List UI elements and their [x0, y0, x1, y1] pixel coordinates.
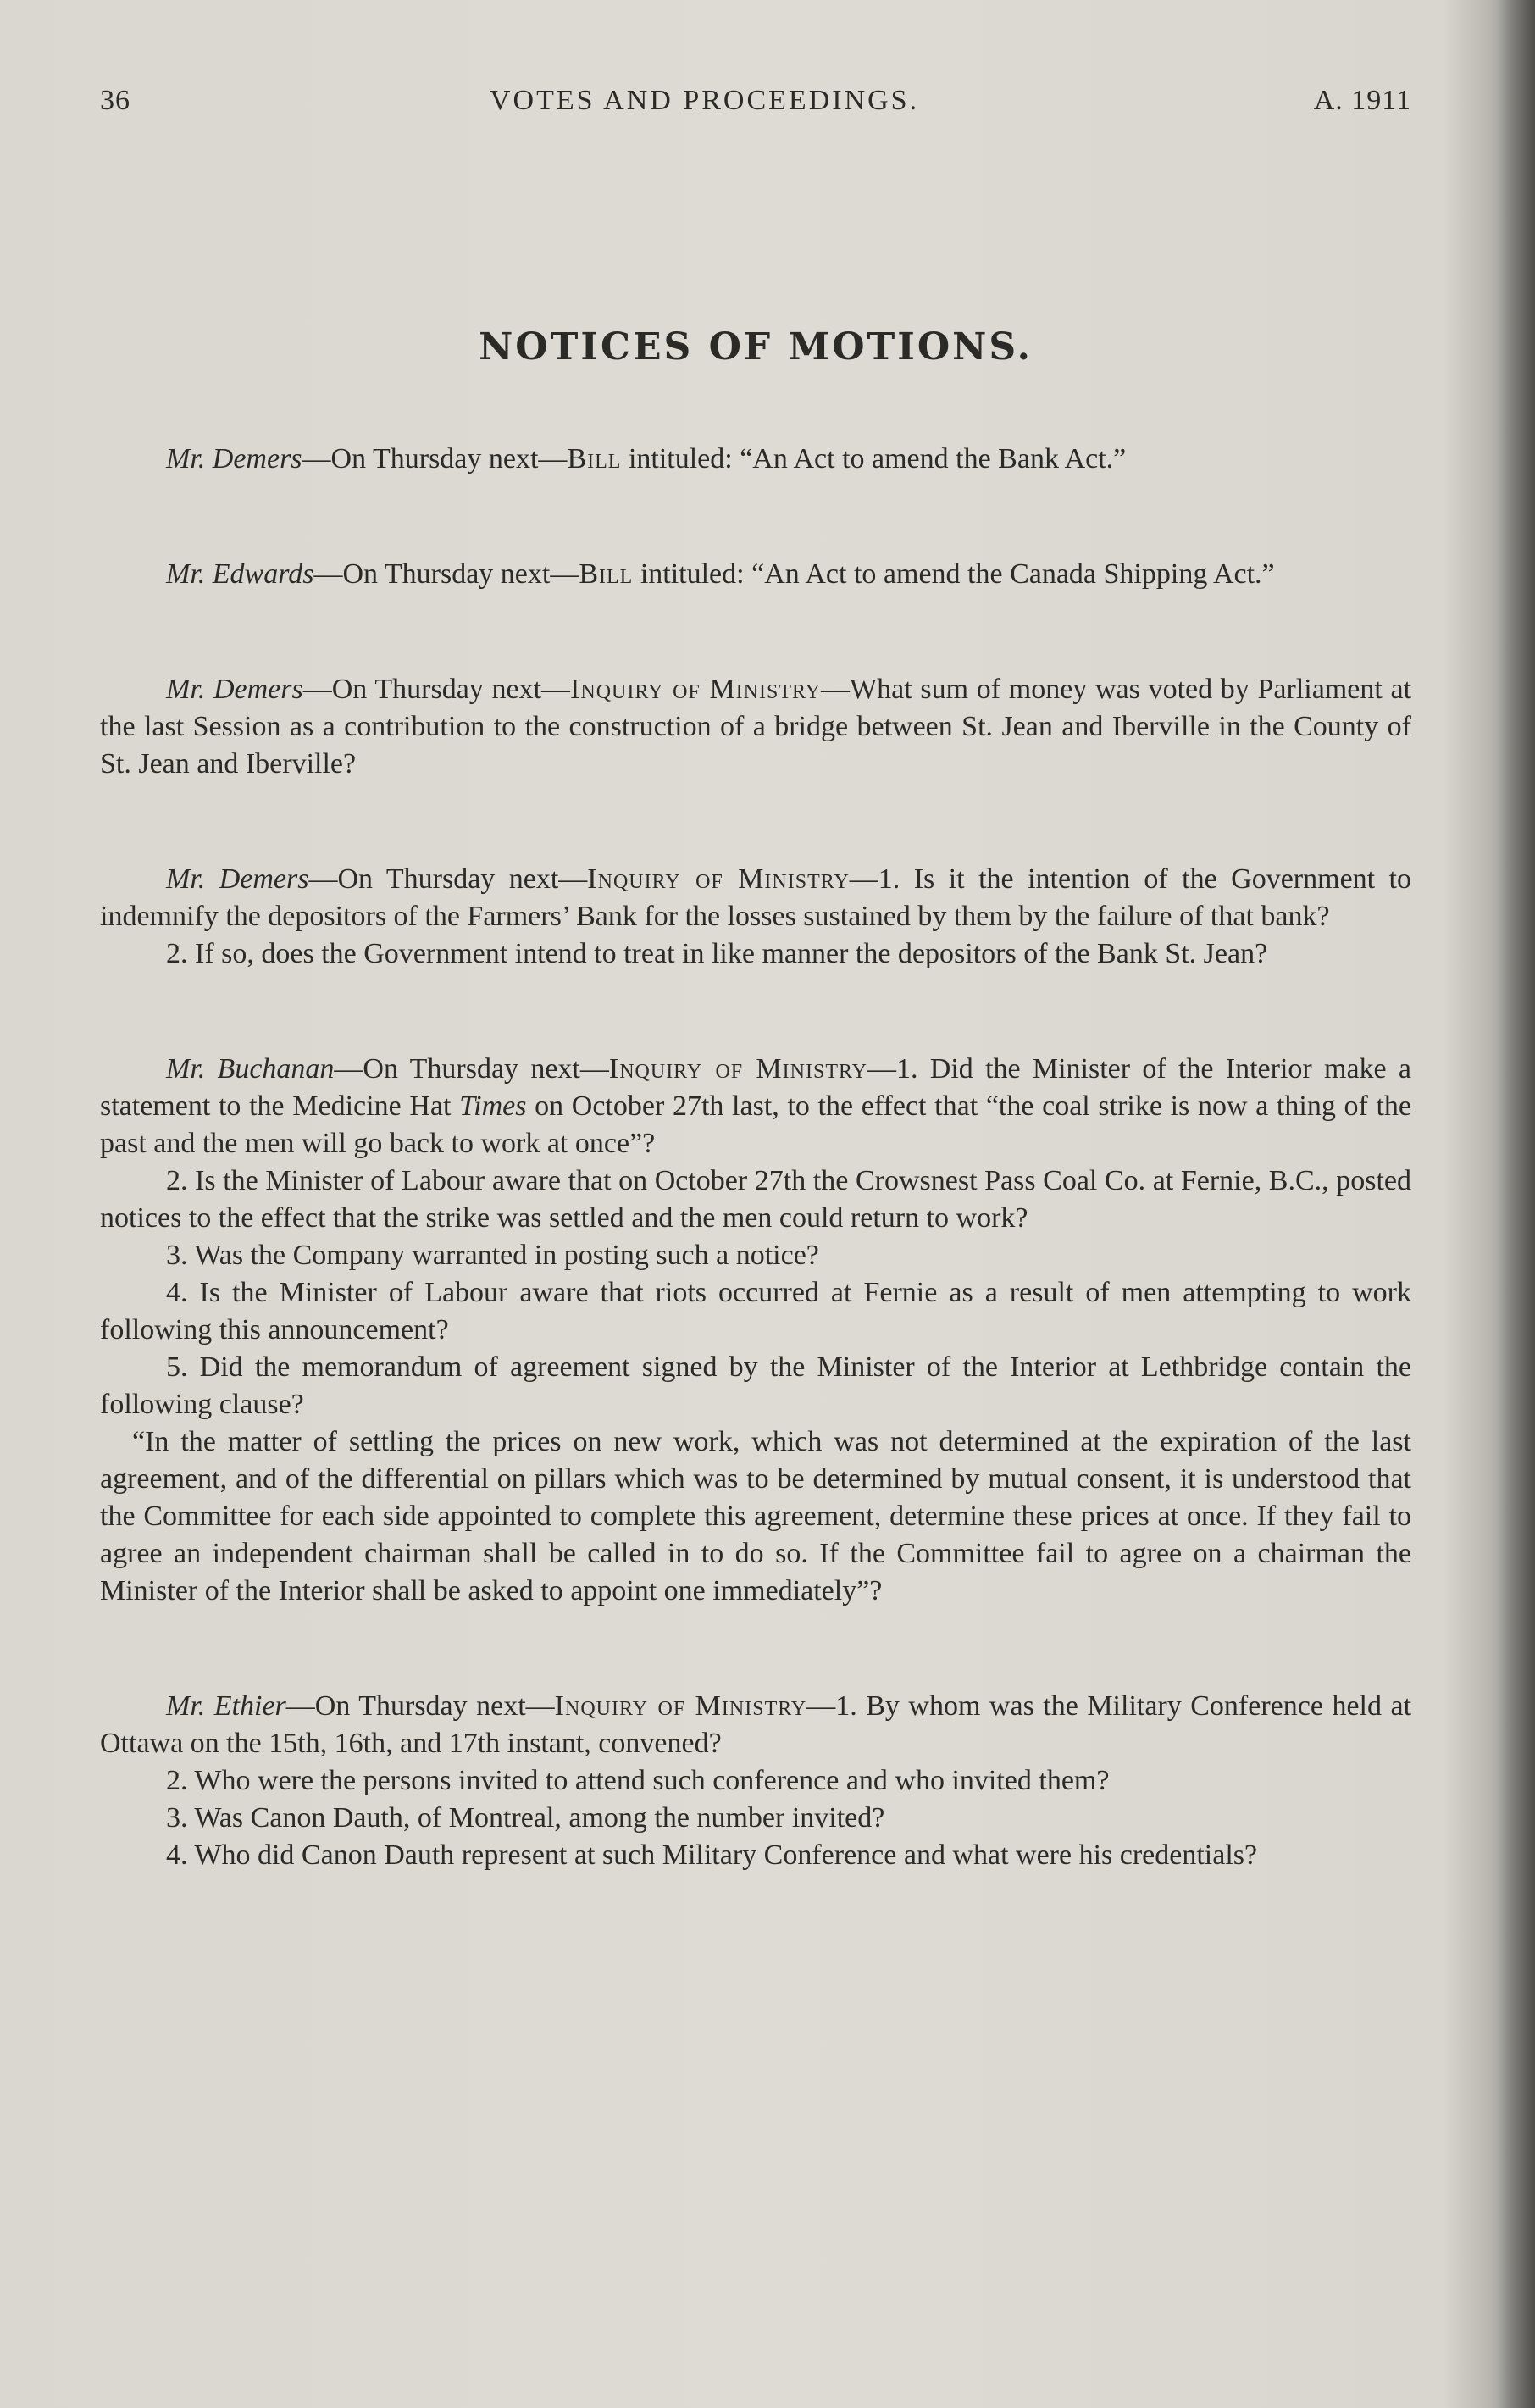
motion-question: 4. Is the Minister of Labour aware that riots occurred at Fernie as a result of men attempting to work following this announcement?: [100, 1277, 1411, 1345]
mover-name: Mr. Edwards: [166, 558, 314, 590]
motion-timing: —On Thursday next—: [302, 443, 568, 474]
motion-text: —What sum of money was voted by Parliament at the last Session as a contribution to the construction of a bridge between St. Jean and Iberville in the County of St. Jean and Iberville?: [100, 674, 1412, 780]
motion-5: [100, 1051, 1411, 1610]
motion-paragraph: [100, 1688, 1411, 1762]
motion-timing: —On Thursday next—: [285, 1690, 555, 1722]
motion-paragraph: [100, 1051, 1411, 1162]
motion-6: [100, 1688, 1411, 1874]
motion-kind: Inquiry of Ministry: [554, 1690, 807, 1722]
motion-question: 2. Who were the persons invited to attend such conference and who invited them?: [166, 1765, 1110, 1796]
motion-text: intituled: “An Act to amend the Bank Act.”: [621, 443, 1127, 474]
motion-question: 2. If so, does the Government intend to treat in like manner the depositors of the Bank St. Jean?: [166, 938, 1268, 969]
page-number: 36: [100, 85, 130, 116]
motion-text-continued: on October 27th last, to the effect that “the coal strike is now a thing of the past and the men will go back to work at once”?: [100, 1090, 1412, 1159]
motion-text: —1. By whom was the Military Conference held at Ottawa on the 15th, 16th, and 17th instant, convened?: [100, 1690, 1412, 1759]
mover-name: Mr. Buchanan: [166, 1053, 335, 1085]
running-header: [100, 85, 1411, 132]
motion-2: [100, 556, 1411, 593]
motion-kind: Bill: [579, 558, 634, 590]
mover-name: Mr. Ethier: [166, 1690, 286, 1722]
motion-question: 4. Who did Canon Dauth represent at such Military Conference and what were his credentials?: [166, 1839, 1258, 1871]
motion-question: 3. Was Canon Dauth, of Montreal, among the number invited?: [166, 1802, 885, 1834]
motion-paragraph: [100, 861, 1411, 935]
mover-name: Mr. Demers: [166, 443, 302, 474]
section-title: NOTICES OF MOTIONS.: [479, 325, 1033, 369]
motion-text: —1. Is it the intention of the Government to indemnify the depositors of the Farmers’ Bank for the losses sustained by them by the failure of that bank?: [100, 863, 1412, 932]
motion-timing: —On Thursday next—: [308, 863, 588, 895]
motion-question: 2. Is the Minister of Labour aware that on October 27th the Crowsnest Pass Coal Co. at Fernie, B.C., posted notices to the effect that the strike was settled and the men could return to work?: [100, 1165, 1411, 1234]
motion-text: —1. Did the Minister of the Interior make a statement to the Medicine Hat: [100, 1053, 1412, 1122]
motion-timing: —On Thursday next—: [313, 558, 579, 590]
motion-3: [100, 671, 1411, 783]
motions-list: [100, 441, 1411, 1952]
motion-kind: Inquiry of Ministry: [587, 863, 850, 895]
motion-paragraph: [100, 556, 1411, 593]
motion-paragraph: [100, 671, 1411, 783]
motion-kind: Bill: [567, 443, 622, 474]
motion-text: intituled: “An Act to amend the Canada Shipping Act.”: [633, 558, 1275, 590]
running-title: VOTES AND PROCEEDINGS.: [490, 85, 920, 116]
mover-name: Mr. Demers: [166, 863, 309, 895]
motion-question: 5. Did the memorandum of agreement signed by the Minister of the Interior at Lethbridge contain the following clause?: [100, 1351, 1411, 1420]
motion-paragraph: [100, 441, 1411, 478]
motion-kind: Inquiry of Ministry: [570, 674, 822, 705]
motion-timing: —On Thursday next—: [302, 674, 571, 705]
motion-kind: Inquiry of Ministry: [608, 1053, 868, 1085]
motion-4: [100, 861, 1411, 973]
motion-1: [100, 441, 1411, 478]
mover-name: Mr. Demers: [166, 674, 303, 705]
page-binding-edge: [1498, 0, 1535, 2408]
quoted-clause: “In the matter of settling the prices on new work, which was not determined at the expiration of the last agreement, and of the differential on pillars which was to be determined by mutual consent, it is understood that the Committee for each side appointed to complete this agreement, determine these prices at once. If they fail to agree an independent chairman shall be called in to do so. If the Committee fail to agree on a chairman the Minister of the Interior shall be asked to appoint one immediately”?: [100, 1426, 1411, 1606]
motion-question: 3. Was the Company warranted in posting such a notice?: [166, 1240, 819, 1271]
newspaper-name: Times: [459, 1090, 527, 1122]
header-year: A. 1911: [1313, 85, 1411, 116]
motion-timing: —On Thursday next—: [334, 1053, 609, 1085]
